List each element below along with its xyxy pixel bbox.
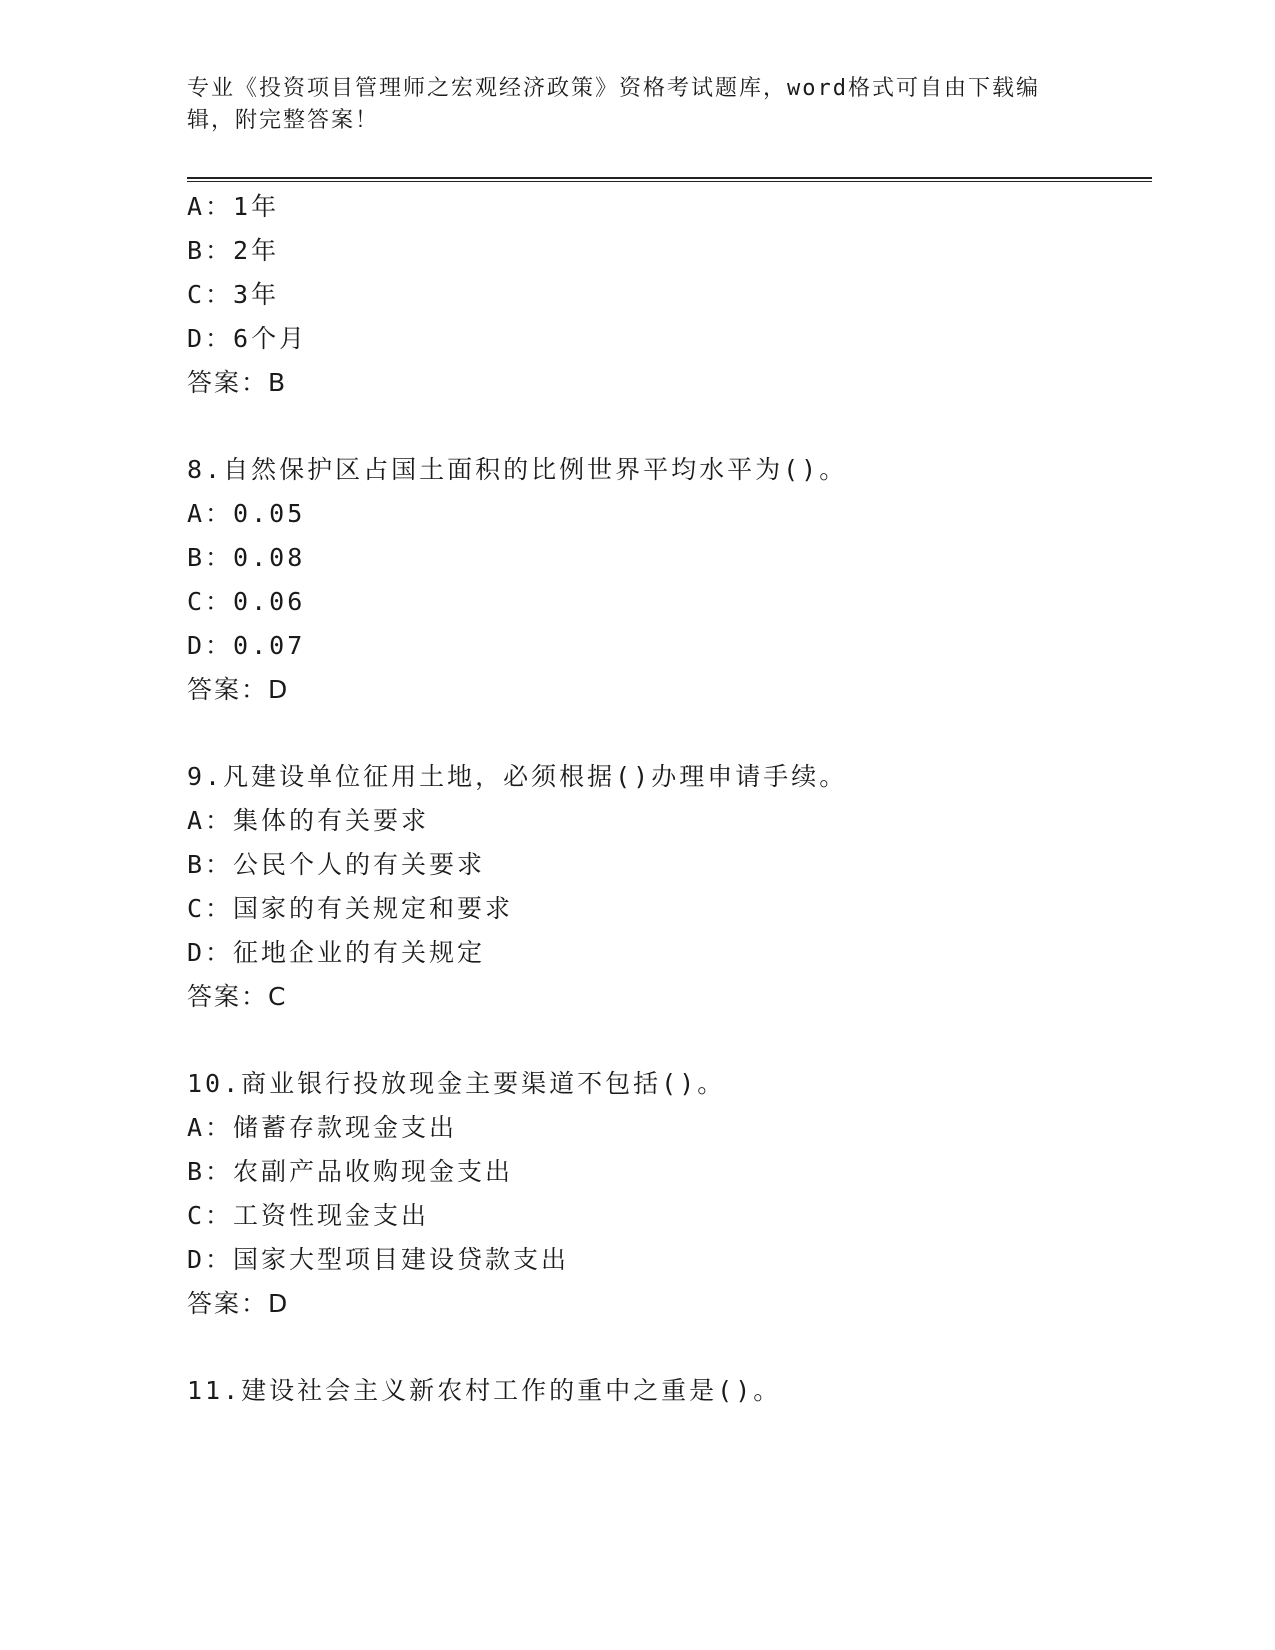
q7-answer: 答案：B	[187, 368, 288, 397]
q10-option-b: B：农副产品收购现金支出	[187, 1157, 514, 1186]
q9-option-a: A：集体的有关要求	[187, 806, 430, 835]
q7-option-c: C：3年	[187, 280, 280, 309]
q10-question: 10.商业银行投放现金主要渠道不包括()。	[187, 1069, 726, 1098]
q7-option-d: D：6个月	[187, 324, 308, 353]
q10-option-a: A：储蓄存款现金支出	[187, 1113, 458, 1142]
q8-answer: 答案：D	[187, 675, 290, 704]
q11-question: 11.建设社会主义新农村工作的重中之重是()。	[187, 1376, 782, 1405]
q7-option-b: B：2年	[187, 236, 280, 265]
q9-answer: 答案：C	[187, 982, 288, 1011]
q9-question: 9.凡建设单位征用土地，必须根据()办理申请手续。	[187, 762, 848, 791]
q10-option-d: D：国家大型项目建设贷款支出	[187, 1245, 570, 1274]
q8-question: 8.自然保护区占国土面积的比例世界平均水平为()。	[187, 455, 848, 484]
q8-option-c: C：0.06	[187, 587, 306, 616]
q9-option-c: C：国家的有关规定和要求	[187, 894, 514, 923]
q8-option-a: A：0.05	[187, 499, 306, 528]
q8-option-d: D：0.07	[187, 631, 306, 660]
q10-answer: 答案：D	[187, 1289, 290, 1318]
q10-option-c: C：工资性现金支出	[187, 1201, 430, 1230]
q8-option-b: B：0.08	[187, 543, 306, 572]
header-divider	[187, 177, 1152, 182]
q9-option-d: D：征地企业的有关规定	[187, 938, 486, 967]
document-header: 专业《投资项目管理师之宏观经济政策》资格考试题库，word格式可自由下载编辑，附完整答案！	[187, 76, 1040, 133]
q9-option-b: B：公民个人的有关要求	[187, 850, 486, 879]
q7-option-a: A：1年	[187, 192, 280, 221]
